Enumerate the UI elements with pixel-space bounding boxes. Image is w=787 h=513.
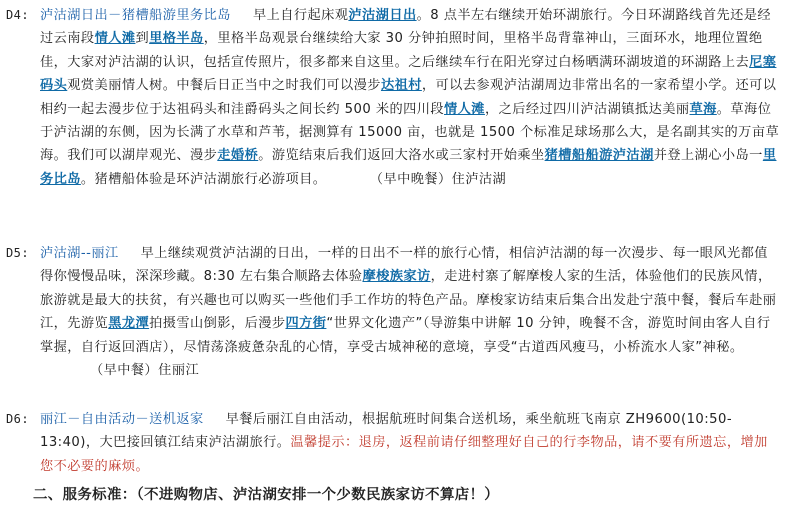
description-text: 早餐后丽江自由活动，根据航班时间集合送机场，乘坐航班飞南京 ZH9600(10:50-13:40)，大巴接回镇江结束泸沽湖旅行。 <box>40 412 733 451</box>
meal-info: （早中晚餐）住泸沽湖 <box>376 171 507 187</box>
highlight-link[interactable]: 情人滩 <box>94 31 136 47</box>
highlight-link[interactable]: 摩梭族家访 <box>362 269 431 285</box>
highlight-link[interactable]: 里务比岛 <box>40 148 777 187</box>
description-text: 观赏美丽情人树。中餐后日正当中之时我们可以漫步 <box>67 78 381 94</box>
service-standard-heading: 二、服务标准：（不进购物店、泸沽湖安排一个少数民族家访不算店！） <box>33 487 500 503</box>
description-text: 到 <box>135 31 150 47</box>
highlight-link[interactable]: 草海 <box>689 101 717 117</box>
highlight-link[interactable]: 猪槽船船游泸沽湖 <box>544 148 654 164</box>
day-title: 泸沽湖--丽江 <box>40 246 119 261</box>
day-section <box>6 4 780 191</box>
meal-info: （早中餐）住丽江 <box>90 363 200 379</box>
day-label: D4: <box>6 8 30 22</box>
description-text: 。猪槽船体验是环泸沽湖旅行必游项目。 <box>80 171 327 187</box>
day-section <box>6 242 780 382</box>
description-text: ，走进村寨了解摩梭人家的生活，体验他们的民族风情，旅游就是最大的扶贫，有兴趣也可以购买一些他们手工作坊的特色产品。摩梭家访结束后集合出发赴宁蒗中餐，餐后车赴丽江，先游览 <box>40 269 777 332</box>
highlight-link[interactable]: 黑龙潭 <box>108 316 150 332</box>
description-text: ，里格半岛观景台继续给大家 30 分钟拍照时间，里格半岛背靠神山，三面环水，地理位置绝佳，大家对泸沽湖的认识，包括宣传照片，很多都来自这里。之后继续车行在阳光穿过白杨晒满环湖坡道的环湖路上去 <box>40 31 763 70</box>
highlight-link[interactable]: 情人滩 <box>444 101 485 117</box>
description-text: 并登上湖心小岛一 <box>653 148 763 164</box>
day-label: D5: <box>6 246 30 260</box>
highlight-link[interactable]: 里格半岛 <box>149 31 204 47</box>
description-text: 早上自行起床观 <box>252 8 349 23</box>
day-title: 泸沽湖日出－猪槽船游里务比岛 <box>40 8 231 23</box>
warm-tip-text: 温馨提示：退房，返程前请仔细整理好自己的行李物品，请不要有所遗忘，增加您不必要的麻烦。 <box>40 435 768 474</box>
description-text: ，之后经过四川泸沽湖镇抵达美丽 <box>484 101 690 117</box>
day-label: D6: <box>6 412 30 426</box>
highlight-link[interactable]: 泸沽湖日出 <box>348 8 417 23</box>
description-text: “世界文化遗产”（导游集中讲解 10 分钟，晚餐不含，游览时间由客人自行掌握，自行返回酒店），尽情荡涤疲惫杂乱的心情，享受古城神秘的意境，享受“古道西风瘦马，小桥流水人家”神秘。 <box>40 316 771 355</box>
day-section <box>6 408 780 478</box>
day-title: 丽江－自由活动－送机返家 <box>40 412 204 427</box>
description-text: ，可以去参观泸沽湖周边非常出名的一家希望小学。还可以相约一起去漫步位于达祖码头和洼爵码头之间长约 500 米的四川段 <box>40 78 777 117</box>
description-text: 拍摄雪山倒影，后漫步 <box>149 316 286 332</box>
highlight-link[interactable]: 达祖村 <box>380 78 422 94</box>
description-text: 。8 点半左右继续开始环湖旅行。今日环湖路线首先还是经过云南段 <box>40 8 772 47</box>
highlight-link[interactable]: 四方街 <box>285 316 327 332</box>
description-text: 。草海位于泸沽湖的东侧，因为长满了水草和芦苇，据测算有 15000 亩，也就是 1500 个标准足球场那么大，是名副其实的万亩草海。我们可以湖岸观光、漫步 <box>40 101 780 164</box>
highlight-link[interactable]: 尼塞码头 <box>40 54 777 94</box>
description-text: 。游览结束后我们返回大洛水或三家村开始乘坐 <box>258 148 545 164</box>
description-text: 早上继续观赏泸沽湖的日出，一样的日出不一样的旅行心情，相信泸沽湖的每一次漫步、每一眼风光都值得你慢慢品味，深深珍藏。8:30 左右集合顺路去体验 <box>40 246 768 285</box>
highlight-link[interactable]: 走婚桥 <box>217 148 259 164</box>
